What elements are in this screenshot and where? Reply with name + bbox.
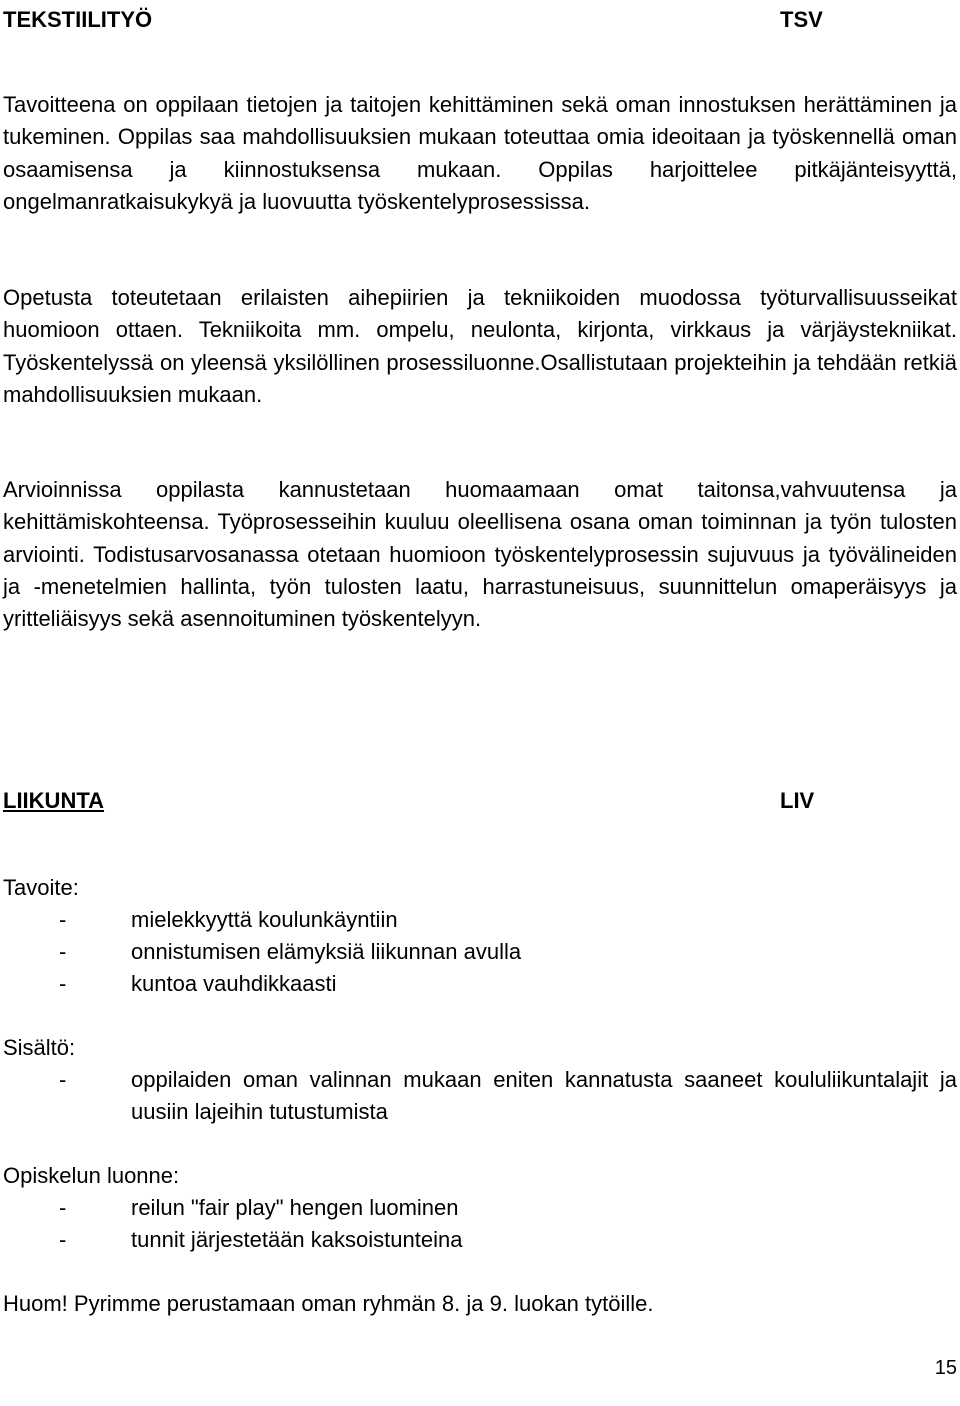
section-title: TEKSTIILITYÖ xyxy=(3,7,153,32)
list-item xyxy=(3,1224,957,1256)
subject-code: LIV xyxy=(780,788,815,813)
section-heading-tekstiility xyxy=(3,3,957,37)
paragraph-assessment: Arvioinnissa oppilasta kannustetaan huomaamaan omat taitonsa,vahvuutensa ja kehittämiskohteensa. Työprosesseihin kuuluu oleellisena osana oman toiminnan ja työn tulosten arviointi. Todistusarvosanassa otetaan huomioon työskentelyprosessin sujuvuus ja työvälineiden ja -menetelmien hallinta, työn tulosten laatu, harrastuneisuus, suunnittelun omaperäisyys ja yritteliäisyys sekä asennoituminen työskentelyyn. xyxy=(3,477,957,632)
list-item xyxy=(3,936,957,968)
list-sisalto xyxy=(3,1064,957,1128)
list-item xyxy=(3,968,957,1000)
section-title: LIIKUNTA xyxy=(3,788,105,813)
list-tavoite xyxy=(3,904,957,1000)
paragraph-teaching: Opetusta toteutetaan erilaisten aihepiirien ja tekniikoiden muodossa työturvallisuusseikat huomioon ottaen. Tekniikoita mm. ompelu, neulonta, kirjonta, virkkaus ja värjäystekniikat. Työskentelyssä on yleensä yksilöllinen prosessiluonne.Osallistutaan projekteihin ja tehdään retkiä mahdollisuuksien mukaan. xyxy=(3,285,957,407)
dash-bullet: - xyxy=(59,907,67,932)
page-number: 15 xyxy=(934,1357,957,1379)
list-item-text: reilun "fair play" hengen luominen xyxy=(131,1195,459,1220)
dash-bullet: - xyxy=(59,1227,67,1252)
dash-bullet: - xyxy=(59,939,67,964)
list-item-text: oppilaiden oman valinnan mukaan eniten kannatusta saaneet koululiikuntalajit ja uusiin lajeihin tutustumista xyxy=(131,1067,957,1124)
dash-bullet: - xyxy=(59,1195,67,1220)
list-item xyxy=(3,1064,957,1128)
dash-bullet: - xyxy=(59,1067,67,1092)
label-tavoite: Tavoite: xyxy=(3,875,79,900)
paragraph-goals: Tavoitteena on oppilaan tietojen ja taitojen kehittäminen sekä oman innostuksen herättäminen ja tukeminen. Oppilas saa mahdollisuuksien mukaan toteuttaa omia ideoitaan ja työskennellä oman osaamisensa ja kiinnostuksensa mukaan. Oppilas harjoittelee pitkäjänteisyyttä, ongelmanratkaisukykyä ja luovuutta työskentelyprosessissa. xyxy=(3,92,957,214)
dash-bullet: - xyxy=(59,971,67,996)
note-huom: Huom! Pyrimme perustamaan oman ryhmän 8. ja 9. luokan tytöille. xyxy=(3,1291,654,1316)
list-item xyxy=(3,1192,957,1224)
section-heading-liikunta xyxy=(3,784,957,818)
list-item-text: onnistumisen elämyksiä liikunnan avulla xyxy=(131,939,522,964)
label-opiskelun-luonne: Opiskelun luonne: xyxy=(3,1163,180,1188)
list-item-text: tunnit järjestetään kaksoistunteina xyxy=(131,1227,463,1252)
subject-code: TSV xyxy=(780,7,823,32)
document-page xyxy=(3,0,957,1406)
list-opiskelun-luonne xyxy=(3,1192,957,1256)
label-sisalto: Sisältö: xyxy=(3,1035,76,1060)
list-item xyxy=(3,904,957,936)
list-item-text: kuntoa vauhdikkaasti xyxy=(131,971,337,996)
list-item-text: mielekkyyttä koulunkäyntiin xyxy=(131,907,398,932)
